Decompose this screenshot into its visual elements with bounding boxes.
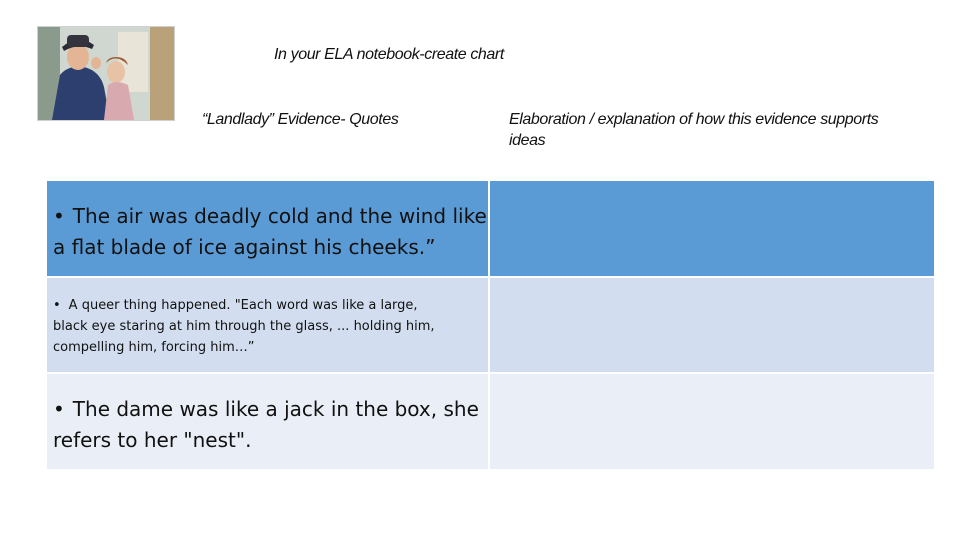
bullet-2: • <box>53 298 61 313</box>
quote-text-1 <box>53 201 489 263</box>
quote-text-2 <box>53 295 448 358</box>
quote-cell-1 <box>46 180 489 277</box>
illustration-image <box>38 27 174 120</box>
quote-3: The dame was like a jack in the box, she refers to her "nest". <box>53 397 479 452</box>
evidence-chart-table <box>46 180 935 470</box>
quote-text-3 <box>53 394 489 456</box>
evidence-column-header: “Landlady” Evidence- Quotes <box>202 111 399 128</box>
bullet-3: • <box>53 397 65 421</box>
quote-cell-2 <box>46 277 489 373</box>
elaboration-cell-1 <box>489 180 935 277</box>
instruction-text: In your ELA notebook-create chart <box>274 46 504 63</box>
quote-1: The air was deadly cold and the wind like a flat blade of ice against his cheeks.” <box>53 204 487 259</box>
quote-2: A queer thing happened. "Each word was like a large, black eye staring at him through the glass, ... holding him, compelling him, forcing him…” <box>53 298 435 355</box>
elaboration-cell-3 <box>489 373 935 470</box>
elaboration-column-header: Elaboration / explanation of how this evidence supports ideas <box>509 111 879 149</box>
elaboration-cell-2 <box>489 277 935 373</box>
quote-cell-3 <box>46 373 489 470</box>
story-illustration <box>37 26 175 121</box>
bullet-1: • <box>53 204 65 228</box>
